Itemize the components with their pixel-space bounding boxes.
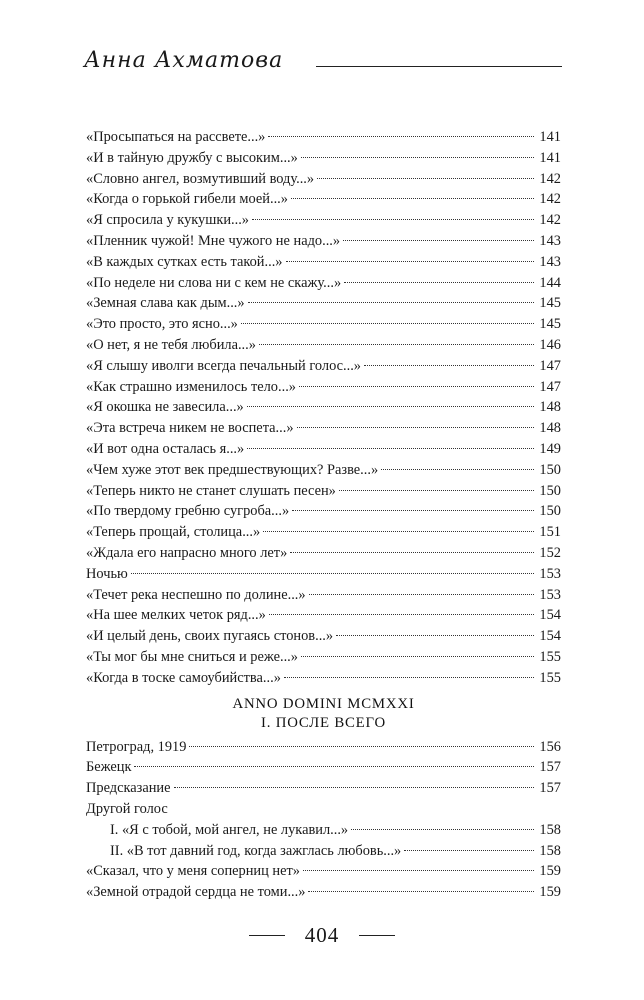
toc-leader-dots — [284, 676, 534, 678]
toc-entry-page: 143 — [539, 253, 561, 270]
toc-entry-page: 153 — [539, 565, 561, 582]
toc-leader-dots — [303, 869, 534, 871]
toc-entry-title: «О нет, я не тебя любила...» — [86, 336, 256, 353]
toc-entry-title: «Течет река неспешно по долине...» — [86, 586, 306, 603]
toc-leader-dots — [364, 364, 534, 366]
toc-leader-dots — [131, 572, 534, 574]
toc-entry-page: 150 — [539, 503, 561, 520]
toc-entry-page: 156 — [539, 738, 561, 755]
toc-entry-title: «Чем хуже этот век предшествующих? Разве...» — [86, 461, 379, 478]
toc-leader-dots — [286, 260, 535, 262]
toc-entry-title: «Как страшно изменилось тело...» — [86, 378, 296, 395]
toc-leader-dots — [336, 634, 534, 636]
toc-entry-page: 148 — [539, 420, 561, 437]
running-header — [84, 44, 562, 84]
toc-entry-page: 154 — [539, 628, 561, 645]
toc-entry-page: 157 — [539, 780, 561, 797]
header-rule — [316, 66, 562, 67]
toc-entry-page: 154 — [539, 607, 561, 624]
section-title: ANNO DOMINI MCMXXI — [232, 695, 415, 712]
toc-entry — [86, 647, 561, 668]
toc-leader-dots — [309, 593, 534, 595]
toc-leader-dots — [299, 385, 534, 387]
toc-entry-title: II. «В тот давний год, когда зажглась любовь...» — [110, 842, 402, 859]
toc-leader-dots — [301, 156, 534, 158]
toc-entry — [86, 481, 561, 502]
toc-leader-dots — [292, 509, 534, 511]
toc-entry — [86, 335, 561, 356]
toc-entry-title: Бежецк — [86, 759, 132, 776]
toc-entry — [86, 418, 561, 439]
toc-entry — [86, 210, 561, 231]
toc-leader-dots — [174, 786, 534, 788]
toc-entry — [86, 778, 561, 799]
toc-entry-title: «По твердому гребню сугроба...» — [86, 503, 290, 520]
table-of-contents — [86, 127, 561, 903]
toc-leader-dots — [290, 551, 534, 553]
toc-entry-page: 155 — [539, 648, 561, 665]
toc-entry-title: «Я слышу иволги всегда печальный голос...» — [86, 357, 361, 374]
toc-entry — [86, 564, 561, 585]
toc-entry — [86, 377, 561, 398]
section-subtitle: I. ПОСЛЕ ВСЕГО — [260, 714, 386, 731]
toc-entry-page: 143 — [539, 232, 561, 249]
toc-entry-title: Предсказание — [86, 780, 171, 797]
toc-entry — [86, 397, 561, 418]
toc-entry — [86, 439, 561, 460]
toc-entry-page: 147 — [539, 357, 561, 374]
toc-entry-title: «Эта встреча никем не воспета...» — [86, 420, 294, 437]
toc-entry-title: «Когда в тоске самоубийства...» — [86, 669, 281, 686]
toc-leader-dots — [344, 281, 534, 283]
toc-entry-page: 141 — [539, 149, 561, 166]
toc-entry — [86, 501, 561, 522]
toc-entry-title: «Ждала его напрасно много лет» — [86, 544, 288, 561]
toc-bottom-list — [86, 737, 561, 903]
toc-entry-page: 159 — [539, 884, 561, 901]
toc-entry-title: «В каждых сутках есть такой...» — [86, 253, 283, 270]
toc-entry-page: 155 — [539, 669, 561, 686]
toc-entry-title: «Земной отрадой сердца не томи...» — [86, 884, 306, 901]
toc-leader-dots — [339, 489, 534, 491]
toc-entry-title: «Словно ангел, возмутивший воду...» — [86, 170, 315, 187]
toc-entry-title: «Я окошка не завесила...» — [86, 399, 244, 416]
toc-entry — [86, 543, 561, 564]
toc-entry-title: «На шее мелких четок ряд...» — [86, 607, 266, 624]
toc-entry-title: «Я спросила у кукушки...» — [86, 212, 250, 229]
toc-entry-page: 142 — [539, 191, 561, 208]
toc-entry-page: 141 — [539, 129, 561, 145]
toc-entry-page: 145 — [539, 295, 561, 312]
toc-leader-dots — [241, 322, 534, 324]
toc-entry-title: «И вот одна осталась я...» — [86, 440, 245, 457]
toc-entry — [86, 585, 561, 606]
toc-leader-dots — [247, 447, 534, 449]
toc-entry — [86, 626, 561, 647]
toc-entry-title: «Сказал, что у меня соперниц нет» — [86, 863, 301, 880]
toc-leader-dots — [381, 468, 534, 470]
toc-entry — [86, 668, 561, 689]
toc-entry — [86, 820, 561, 841]
toc-leader-dots — [247, 405, 534, 407]
toc-leader-dots — [263, 530, 534, 532]
toc-entry-page: 158 — [539, 842, 561, 859]
toc-leader-dots — [308, 890, 534, 892]
toc-entry-title: «Теперь никто не станет слушать песен» — [86, 482, 336, 499]
toc-entry-title: «И в тайную дружбу с высоким...» — [86, 149, 298, 166]
toc-leader-dots — [259, 343, 534, 345]
toc-entry — [86, 757, 561, 778]
toc-entry — [86, 273, 561, 294]
toc-entry-title: «Просыпаться на рассвете...» — [86, 129, 266, 145]
toc-entry-page: 151 — [539, 524, 561, 541]
toc-leader-dots — [317, 177, 534, 179]
toc-leader-dots — [301, 655, 534, 657]
toc-entry-page: 159 — [539, 863, 561, 880]
toc-leader-dots — [252, 218, 534, 220]
toc-leader-dots — [189, 745, 534, 747]
footer-rule-right — [359, 935, 395, 936]
toc-entry — [86, 231, 561, 252]
toc-entry — [86, 148, 561, 169]
toc-entry-page: 152 — [539, 544, 561, 561]
toc-entry-title: «Теперь прощай, столица...» — [86, 524, 261, 541]
toc-entry-page: 145 — [539, 316, 561, 333]
toc-entry — [86, 189, 561, 210]
toc-leader-dots — [268, 135, 534, 137]
toc-entry-title: «Пленник чужой! Мне чужого не надо...» — [86, 232, 341, 249]
toc-entry — [86, 522, 561, 543]
toc-entry — [86, 737, 561, 758]
toc-leader-dots — [404, 849, 534, 851]
toc-entry-title: Ночью — [86, 565, 128, 582]
toc-leader-dots — [343, 239, 534, 241]
toc-entry-page: 142 — [539, 212, 561, 229]
toc-entry — [86, 882, 561, 903]
toc-entry — [86, 799, 561, 820]
toc-entry — [86, 314, 561, 335]
page-footer — [0, 920, 644, 950]
toc-leader-dots — [134, 765, 534, 767]
toc-entry — [86, 460, 561, 481]
footer-rule-left — [249, 935, 285, 936]
toc-entry-title: «По неделе ни слова ни с кем не скажу...» — [86, 274, 342, 291]
toc-entry-title: I. «Я с тобой, мой ангел, не лукавил...» — [110, 821, 349, 838]
toc-entry-title: «Земная слава как дым...» — [86, 295, 245, 312]
toc-entry — [86, 293, 561, 314]
toc-entry-page: 146 — [539, 336, 561, 353]
toc-top-list — [86, 127, 561, 689]
toc-entry-page: 144 — [539, 274, 561, 291]
page-number: 404 — [304, 922, 340, 947]
toc-entry-page: 150 — [539, 482, 561, 499]
toc-entry-page: 149 — [539, 440, 561, 457]
toc-entry-page: 148 — [539, 399, 561, 416]
toc-entry-page: 147 — [539, 378, 561, 395]
toc-entry-title: «Когда о горькой гибели моей...» — [86, 191, 288, 208]
toc-entry — [86, 605, 561, 626]
toc-entry — [86, 127, 561, 148]
toc-entry-page: 150 — [539, 461, 561, 478]
toc-entry-page: 157 — [539, 759, 561, 776]
toc-entry — [86, 252, 561, 273]
toc-entry-page: 142 — [539, 170, 561, 187]
toc-entry-title: Петроград, 1919 — [86, 738, 187, 755]
author-running-head: Анна Ахматова — [84, 48, 284, 73]
toc-leader-dots — [297, 426, 534, 428]
toc-leader-dots — [248, 301, 534, 303]
toc-entry — [86, 861, 561, 882]
toc-entry-title: Другой голос — [86, 800, 168, 817]
toc-entry-title: «Ты мог бы мне сниться и реже...» — [86, 648, 298, 665]
toc-entry-page: 158 — [539, 821, 561, 838]
toc-entry-title: «Это просто, это ясно...» — [86, 316, 238, 333]
toc-entry-title: «И целый день, своих пугаясь стонов...» — [86, 628, 334, 645]
toc-entry — [86, 356, 561, 377]
toc-leader-dots — [269, 613, 534, 615]
toc-entry — [86, 841, 561, 862]
toc-leader-dots — [351, 828, 534, 830]
toc-entry-page: 153 — [539, 586, 561, 603]
toc-entry — [86, 169, 561, 190]
toc-leader-dots — [291, 197, 534, 199]
